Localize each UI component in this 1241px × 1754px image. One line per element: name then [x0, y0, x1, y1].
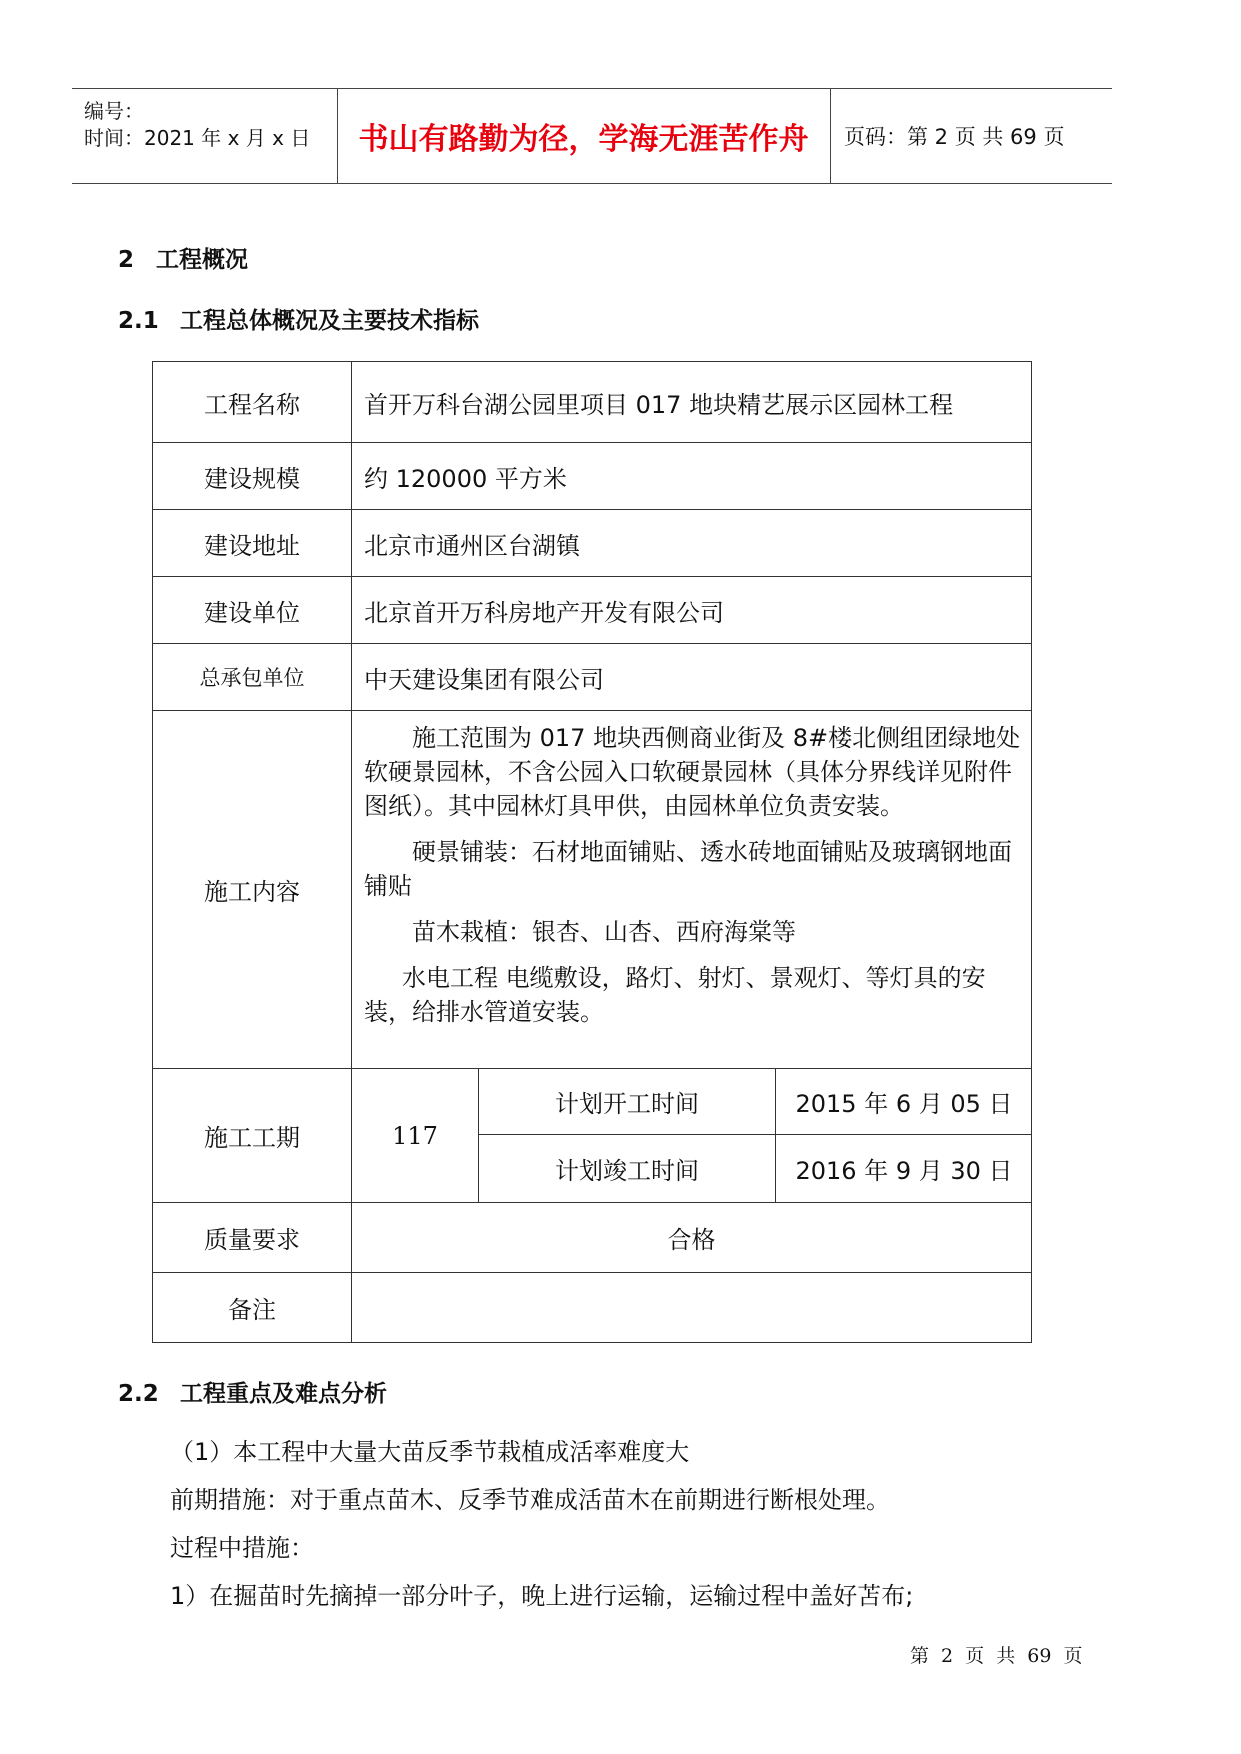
cell-value: 约 120000 平方米 — [364, 464, 567, 493]
section-heading — [118, 241, 248, 274]
subsection-heading-2-1 — [118, 302, 479, 335]
table-row-name — [153, 362, 1031, 443]
cell-label: 工程名称 — [153, 362, 352, 442]
section-title: 工程概况 — [156, 247, 248, 273]
table-row-contractor — [153, 644, 1031, 711]
table-row-period — [153, 1069, 1031, 1203]
subsection-heading-2-2 — [118, 1375, 387, 1408]
cell-label: 建设地址 — [153, 510, 352, 576]
project-overview-table — [152, 361, 1032, 1343]
cell-label: 施工工期 — [153, 1069, 352, 1202]
start-date: 2015 年 6 月 05 日 — [795, 1090, 1013, 1118]
cell-value: 北京市通州区台湖镇 — [364, 531, 580, 560]
cell-label: 建设单位 — [153, 577, 352, 643]
subsection-title: 工程总体概况及主要技术指标 — [180, 308, 479, 334]
cell-value: 北京首开万科房地产开发有限公司 — [364, 598, 724, 627]
table-row-quality — [153, 1203, 1031, 1273]
header-page-code: 页码：第 2 页 共 69 页 — [844, 125, 1065, 149]
doc-time-label: 时间：2021 年 x 月 x 日 — [84, 126, 311, 150]
cell-label: 质量要求 — [153, 1203, 352, 1272]
end-row — [479, 1135, 1032, 1202]
body-paragraph: 前期措施：对于重点苗木、反季节难成活苗木在前期进行断根处理。 — [170, 1486, 890, 1514]
cell-label: 总承包单位 — [153, 644, 352, 710]
body-paragraph: 过程中措施： — [170, 1534, 314, 1562]
end-date: 2016 年 9 月 30 日 — [795, 1157, 1013, 1185]
cell-label: 施工内容 — [153, 711, 352, 1068]
header-motto: 书山有路勤为径，学海无涯苦作舟 — [337, 89, 831, 183]
subsection-title: 工程重点及难点分析 — [180, 1381, 387, 1407]
body-paragraph: 1）在掘苗时先摘掉一部分叶子，晚上进行运输，运输过程中盖好苫布; — [170, 1582, 914, 1610]
doc-number-label: 编号： — [84, 99, 144, 123]
content-paragraph: 施工范围为 017 地块西侧商业街及 8#楼北侧组团绿地处软硬景园林，不含公园入口软硬景园林（具体分界线详见附件图纸）。其中园林灯具甲供，由园林单位负责安装。 — [364, 724, 1021, 820]
cell-value: 合格 — [667, 1226, 716, 1254]
cell-label: 备注 — [153, 1273, 352, 1342]
table-row-scale — [153, 443, 1031, 510]
period-days: 117 — [352, 1069, 479, 1202]
table-row-content — [153, 711, 1031, 1069]
page-header — [72, 88, 1112, 184]
content-paragraph: 硬景铺装：石材地面铺贴、透水砖地面铺贴及玻璃钢地面铺贴 — [364, 838, 1012, 900]
section-number: 2 — [118, 247, 135, 273]
cell-value: 中天建设集团有限公司 — [364, 665, 604, 694]
start-row — [479, 1069, 1032, 1135]
table-row-address — [153, 510, 1031, 577]
content-paragraph: 苗木栽植：银杏、山杏、西府海棠等 — [412, 918, 796, 946]
page-footer: 第 2 页 共 69 页 — [910, 1645, 1083, 1667]
cell-label: 建设规模 — [153, 443, 352, 509]
table-row-owner — [153, 577, 1031, 644]
subsection-number: 2.2 — [118, 1381, 159, 1407]
end-label: 计划竣工时间 — [479, 1135, 776, 1202]
body-paragraph: （1）本工程中大量大苗反季节栽植成活率难度大 — [170, 1438, 690, 1466]
construction-content — [352, 711, 1031, 1041]
table-row-remark — [153, 1273, 1031, 1342]
cell-value — [352, 1273, 1031, 1342]
cell-value: 首开万科台湖公园里项目 017 地块精艺展示区园林工程 — [364, 390, 954, 419]
header-meta-cell — [72, 89, 338, 183]
start-label: 计划开工时间 — [479, 1069, 776, 1134]
content-paragraph: 水电工程 电缆敷设，路灯、射灯、景观灯、等灯具的安装，给排水管道安装。 — [364, 964, 986, 1026]
subsection-number: 2.1 — [118, 308, 159, 334]
